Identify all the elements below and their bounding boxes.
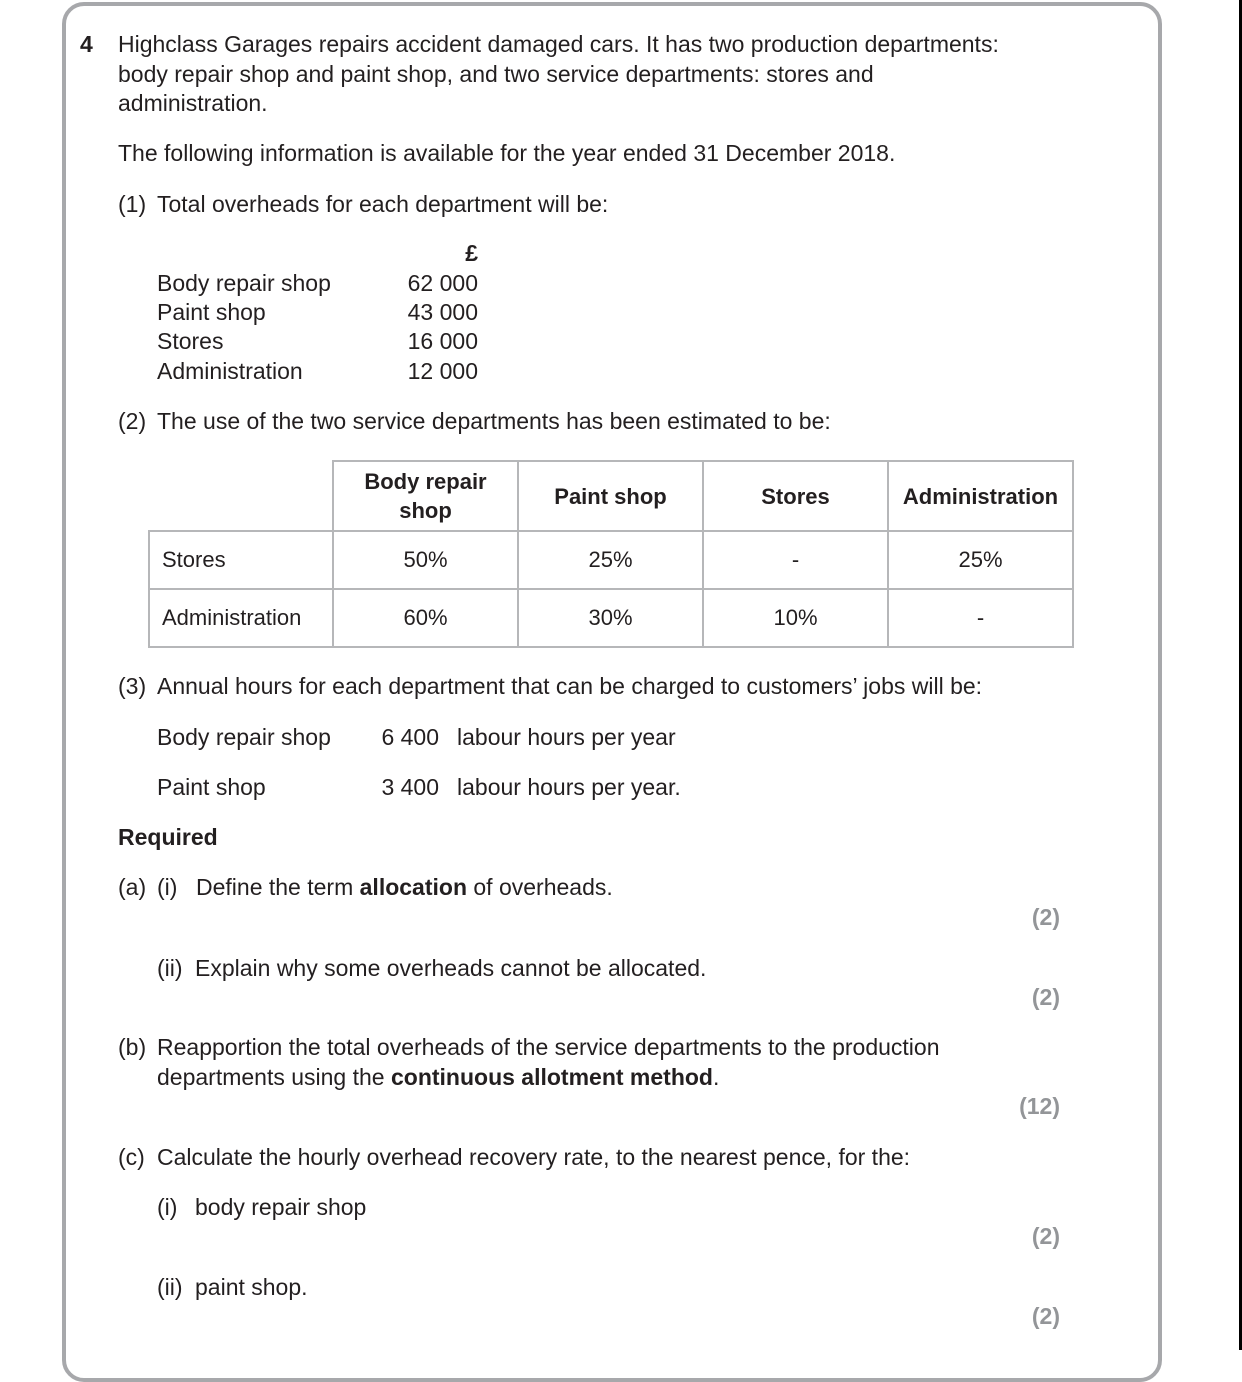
row-label: Stores xyxy=(149,531,333,589)
part-a-ii-text: Explain why some overheads cannot be allocated. xyxy=(195,955,707,981)
table-header-row xyxy=(149,461,1073,531)
part-b-label: (b) xyxy=(118,1034,147,1060)
overhead-dept: Stores xyxy=(157,328,224,354)
column-header-stores: Stores xyxy=(703,461,888,531)
row-label: Administration xyxy=(149,589,333,647)
overhead-amount: 62 000 xyxy=(407,270,478,296)
marks-b: (12) xyxy=(1019,1093,1060,1119)
cell-body-repair: 60% xyxy=(333,589,518,647)
item2-label: (2) xyxy=(118,408,147,434)
hours-dept: Body repair shop xyxy=(157,724,331,750)
intro-line-2: body repair shop and paint shop, and two service departments: stores and xyxy=(118,61,874,87)
cell-stores: - xyxy=(703,531,888,589)
table-row xyxy=(149,531,1073,589)
part-c-text: Calculate the hourly overhead recovery rate, to the nearest pence, for the: xyxy=(157,1144,911,1170)
currency-header: £ xyxy=(465,240,478,266)
part-c-ii-text: paint shop. xyxy=(195,1274,308,1300)
table-corner-cell xyxy=(149,461,333,531)
cell-admin: - xyxy=(888,589,1073,647)
overhead-dept: Paint shop xyxy=(157,299,266,325)
part-c-i-label: (i) xyxy=(157,1194,178,1220)
service-usage-table xyxy=(148,460,1074,648)
cell-admin: 25% xyxy=(888,531,1073,589)
column-header-paint-shop: Paint shop xyxy=(518,461,703,531)
marks-a-ii: (2) xyxy=(1031,984,1060,1010)
column-header-administration: Administration xyxy=(888,461,1073,531)
hours-value: 6 400 xyxy=(381,724,439,750)
overhead-dept: Administration xyxy=(157,358,303,384)
item3-label: (3) xyxy=(118,673,147,699)
marks-c-ii: (2) xyxy=(1031,1303,1060,1329)
part-a-label: (a) xyxy=(118,874,147,900)
cell-paint: 30% xyxy=(518,589,703,647)
info-statement: The following information is available for the year ended 31 December 2018. xyxy=(118,140,896,166)
overhead-amount: 43 000 xyxy=(407,299,478,325)
part-a-i-label: (i) xyxy=(157,874,178,900)
hours-unit: labour hours per year xyxy=(457,724,676,750)
hours-unit: labour hours per year. xyxy=(457,774,681,800)
item1-label: (1) xyxy=(118,191,147,217)
overhead-dept: Body repair shop xyxy=(157,270,331,296)
part-c-ii-label: (ii) xyxy=(157,1274,183,1300)
marks-a-i: (2) xyxy=(1031,904,1060,930)
part-b-line-2: departments using the continuous allotment method. xyxy=(157,1064,720,1090)
marks-c-i: (2) xyxy=(1031,1223,1060,1249)
question-number: 4 xyxy=(80,31,93,57)
part-a-i-text: Define the term allocation of overheads. xyxy=(196,874,613,900)
part-b-line-1: Reapportion the total overheads of the service departments to the production xyxy=(157,1034,940,1060)
item1-text: Total overheads for each department will be: xyxy=(157,191,609,217)
item3-text: Annual hours for each department that can be charged to customers’ jobs will be: xyxy=(157,673,983,699)
part-a-ii-label: (ii) xyxy=(157,955,183,981)
hours-value: 3 400 xyxy=(381,774,439,800)
cell-stores: 10% xyxy=(703,589,888,647)
item2-text: The use of the two service departments has been estimated to be: xyxy=(157,408,831,434)
intro-line-1: Highclass Garages repairs accident damaged cars. It has two production departments: xyxy=(118,31,999,57)
overhead-amount: 16 000 xyxy=(407,328,478,354)
cell-body-repair: 50% xyxy=(333,531,518,589)
required-heading: Required xyxy=(118,824,218,850)
column-header-body-repair: Body repair shop xyxy=(333,461,518,531)
intro-line-3: administration. xyxy=(118,90,268,116)
overhead-amount: 12 000 xyxy=(407,358,478,384)
hours-dept: Paint shop xyxy=(157,774,266,800)
part-c-i-text: body repair shop xyxy=(195,1194,367,1220)
part-c-label: (c) xyxy=(118,1144,145,1170)
cell-paint: 25% xyxy=(518,531,703,589)
table-row xyxy=(149,589,1073,647)
